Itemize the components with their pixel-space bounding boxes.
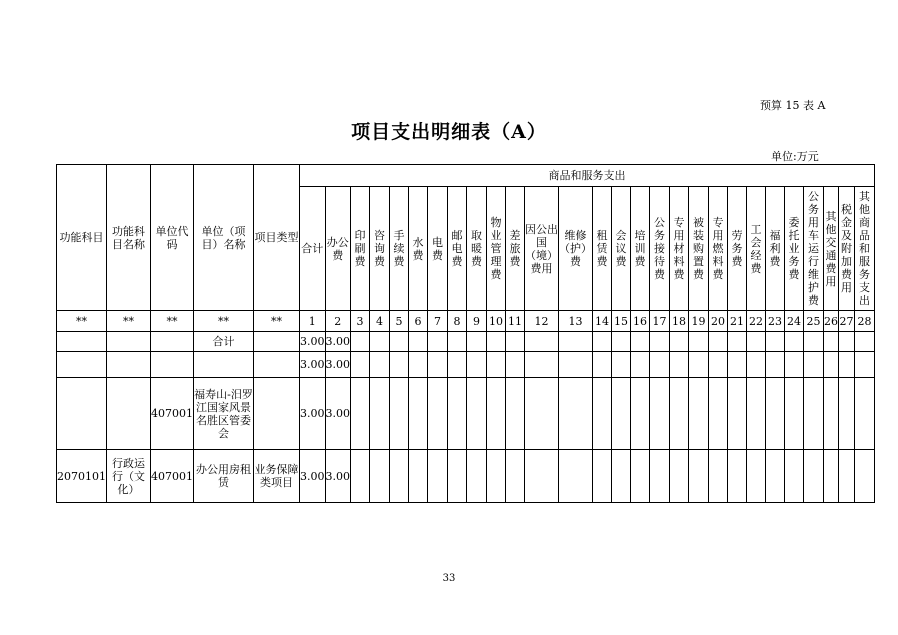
value-cell — [612, 378, 631, 450]
value-cell — [351, 450, 370, 503]
value-cell — [766, 332, 785, 352]
value-cell — [650, 450, 670, 503]
column-number: 6 — [409, 311, 428, 332]
value-cell — [670, 332, 689, 352]
header-unit-code: 单位代码 — [151, 165, 194, 311]
value-cell — [409, 378, 428, 450]
value-cell — [631, 450, 650, 503]
row-label-cell: 2070101 — [57, 450, 107, 503]
column-header: 办公费 — [325, 187, 351, 311]
value-cell — [824, 378, 839, 450]
value-cell — [747, 450, 766, 503]
column-header: 劳务费 — [728, 187, 747, 311]
value-cell — [709, 450, 728, 503]
value-cell — [855, 352, 875, 378]
value-cell — [487, 378, 506, 450]
row-label-cell — [57, 378, 107, 450]
value-cell — [804, 352, 824, 378]
value-cell — [467, 378, 487, 450]
value-cell — [689, 378, 709, 450]
column-header: 其他交通费用 — [824, 187, 839, 311]
column-header: 因公出国（境）费用 — [525, 187, 559, 311]
page-number: 33 — [442, 573, 456, 584]
value-cell — [804, 378, 824, 450]
value-cell — [612, 450, 631, 503]
column-number: 5 — [390, 311, 409, 332]
value-cell — [709, 378, 728, 450]
value-cell: 3.00 — [300, 332, 326, 352]
value-cell — [728, 450, 747, 503]
value-cell — [559, 450, 593, 503]
row-label-cell: 407001 — [151, 378, 194, 450]
column-number: 2 — [325, 311, 351, 332]
value-cell — [525, 378, 559, 450]
value-cell — [525, 352, 559, 378]
row-label-cell — [57, 352, 107, 378]
value-cell — [855, 450, 875, 503]
value-cell — [487, 332, 506, 352]
column-header: 印刷费 — [351, 187, 370, 311]
column-number: 1 — [300, 311, 326, 332]
row-label-cell: 行政运行（文化） — [107, 450, 151, 503]
marker-cell: ** — [194, 311, 254, 332]
column-header: 差旅费 — [506, 187, 525, 311]
value-cell — [593, 352, 612, 378]
value-cell — [804, 332, 824, 352]
column-header: 工会经费 — [747, 187, 766, 311]
column-header: 委托业务费 — [785, 187, 804, 311]
row-label-cell: 福寿山-汨罗江国家风景名胜区管委会 — [194, 378, 254, 450]
value-cell — [670, 450, 689, 503]
value-cell — [631, 332, 650, 352]
value-cell — [559, 332, 593, 352]
row-label-cell — [194, 352, 254, 378]
column-header: 福利费 — [766, 187, 785, 311]
row-label-cell: 合计 — [194, 332, 254, 352]
value-cell — [506, 450, 525, 503]
value-cell — [506, 352, 525, 378]
value-cell — [428, 332, 448, 352]
value-cell — [824, 450, 839, 503]
value-cell — [409, 352, 428, 378]
value-cell — [559, 352, 593, 378]
value-cell — [855, 332, 875, 352]
value-cell — [785, 450, 804, 503]
column-number: 3 — [351, 311, 370, 332]
value-cell — [525, 332, 559, 352]
column-number: 4 — [370, 311, 390, 332]
row-label-cell — [151, 332, 194, 352]
row-label-cell — [254, 378, 300, 450]
value-cell — [785, 352, 804, 378]
value-cell: 3.00 — [325, 352, 351, 378]
value-cell — [487, 450, 506, 503]
header-goods-services: 商品和服务支出 — [300, 165, 875, 187]
value-cell — [785, 378, 804, 450]
column-number: 11 — [506, 311, 525, 332]
value-cell — [409, 450, 428, 503]
column-number: 10 — [487, 311, 506, 332]
value-cell — [448, 450, 467, 503]
value-cell — [612, 332, 631, 352]
column-header: 公务用车运行维护费 — [804, 187, 824, 311]
row-label-cell: 办公用房租赁 — [194, 450, 254, 503]
column-header: 租赁费 — [593, 187, 612, 311]
row-label-cell — [107, 352, 151, 378]
value-cell — [448, 378, 467, 450]
value-cell — [631, 378, 650, 450]
value-cell — [766, 352, 785, 378]
value-cell — [390, 352, 409, 378]
column-number: 20 — [709, 311, 728, 332]
value-cell — [824, 352, 839, 378]
value-cell — [428, 378, 448, 450]
value-cell — [467, 352, 487, 378]
column-header: 电费 — [428, 187, 448, 311]
value-cell — [428, 352, 448, 378]
column-number: 27 — [839, 311, 855, 332]
value-cell — [409, 332, 428, 352]
value-cell — [766, 450, 785, 503]
value-cell — [839, 450, 855, 503]
value-cell — [839, 378, 855, 450]
column-number: 21 — [728, 311, 747, 332]
value-cell — [689, 352, 709, 378]
header-unit-project-name: 单位（项目）名称 — [194, 165, 254, 311]
value-cell — [448, 352, 467, 378]
column-number: 16 — [631, 311, 650, 332]
value-cell — [370, 378, 390, 450]
value-cell — [728, 352, 747, 378]
row-label-cell — [254, 332, 300, 352]
column-header: 物业管理费 — [487, 187, 506, 311]
value-cell — [351, 352, 370, 378]
column-header: 取暖费 — [467, 187, 487, 311]
row-label-cell: 407001 — [151, 450, 194, 503]
value-cell — [390, 378, 409, 450]
column-number: 22 — [747, 311, 766, 332]
value-cell — [428, 450, 448, 503]
column-header: 水费 — [409, 187, 428, 311]
value-cell — [612, 352, 631, 378]
value-cell — [709, 332, 728, 352]
column-number: 9 — [467, 311, 487, 332]
value-cell — [855, 378, 875, 450]
value-cell — [370, 352, 390, 378]
column-number: 24 — [785, 311, 804, 332]
value-cell — [728, 332, 747, 352]
value-cell — [766, 378, 785, 450]
value-cell — [785, 332, 804, 352]
value-cell — [747, 332, 766, 352]
column-number: 12 — [525, 311, 559, 332]
value-cell — [728, 378, 747, 450]
value-cell — [839, 352, 855, 378]
value-cell — [650, 352, 670, 378]
column-number: 7 — [428, 311, 448, 332]
value-cell — [448, 332, 467, 352]
marker-cell: ** — [107, 311, 151, 332]
column-header: 培训费 — [631, 187, 650, 311]
column-header: 专用燃料费 — [709, 187, 728, 311]
value-cell — [370, 332, 390, 352]
column-number: 14 — [593, 311, 612, 332]
column-number: 19 — [689, 311, 709, 332]
value-cell — [631, 352, 650, 378]
value-cell — [747, 378, 766, 450]
value-cell: 3.00 — [300, 352, 326, 378]
column-number: 15 — [612, 311, 631, 332]
value-cell: 3.00 — [325, 332, 351, 352]
value-cell — [487, 352, 506, 378]
value-cell — [390, 450, 409, 503]
row-label-cell: 业务保障类项目 — [254, 450, 300, 503]
column-header: 被装购置费 — [689, 187, 709, 311]
value-cell — [467, 450, 487, 503]
column-header: 其他商品和服务支出 — [855, 187, 875, 311]
value-cell — [351, 378, 370, 450]
row-label-cell — [151, 352, 194, 378]
column-number: 25 — [804, 311, 824, 332]
row-label-cell — [254, 352, 300, 378]
column-header: 合计 — [300, 187, 326, 311]
column-header: 专用材料费 — [670, 187, 689, 311]
value-cell: 3.00 — [325, 378, 351, 450]
column-header: 咨询费 — [370, 187, 390, 311]
value-cell — [506, 378, 525, 450]
header-function-code: 功能科目 — [57, 165, 107, 311]
value-cell — [506, 332, 525, 352]
value-cell — [804, 450, 824, 503]
value-cell — [370, 450, 390, 503]
row-label-cell — [107, 332, 151, 352]
column-header: 维修（护）费 — [559, 187, 593, 311]
marker-cell: ** — [57, 311, 107, 332]
column-header: 会议费 — [612, 187, 631, 311]
value-cell — [839, 332, 855, 352]
marker-cell: ** — [254, 311, 300, 332]
form-number: 预算 15 表 A — [760, 99, 826, 112]
value-cell: 3.00 — [300, 450, 326, 503]
value-cell — [670, 352, 689, 378]
value-cell — [650, 378, 670, 450]
value-cell — [650, 332, 670, 352]
expense-detail-table — [56, 164, 875, 503]
value-cell: 3.00 — [300, 378, 326, 450]
column-number: 28 — [855, 311, 875, 332]
row-label-cell — [57, 332, 107, 352]
column-number: 8 — [448, 311, 467, 332]
column-number: 17 — [650, 311, 670, 332]
value-cell — [559, 378, 593, 450]
value-cell — [593, 332, 612, 352]
value-cell — [689, 450, 709, 503]
unit-label: 单位:万元 — [771, 150, 819, 163]
column-header: 手续费 — [390, 187, 409, 311]
value-cell — [593, 378, 612, 450]
column-header: 公务接待费 — [650, 187, 670, 311]
column-number: 26 — [824, 311, 839, 332]
value-cell — [390, 332, 409, 352]
value-cell — [689, 332, 709, 352]
value-cell — [351, 332, 370, 352]
value-cell — [467, 332, 487, 352]
marker-cell: ** — [151, 311, 194, 332]
value-cell — [670, 378, 689, 450]
value-cell — [824, 332, 839, 352]
column-header: 邮电费 — [448, 187, 467, 311]
value-cell — [747, 352, 766, 378]
value-cell: 3.00 — [325, 450, 351, 503]
column-number: 23 — [766, 311, 785, 332]
column-number: 18 — [670, 311, 689, 332]
row-label-cell — [107, 378, 151, 450]
column-header: 税金及附加费用 — [839, 187, 855, 311]
column-number: 13 — [559, 311, 593, 332]
page-title: 项目支出明细表（A） — [351, 121, 547, 143]
value-cell — [593, 450, 612, 503]
value-cell — [709, 352, 728, 378]
value-cell — [525, 450, 559, 503]
header-project-type: 项目类型 — [254, 165, 300, 311]
header-function-name: 功能科目名称 — [107, 165, 151, 311]
